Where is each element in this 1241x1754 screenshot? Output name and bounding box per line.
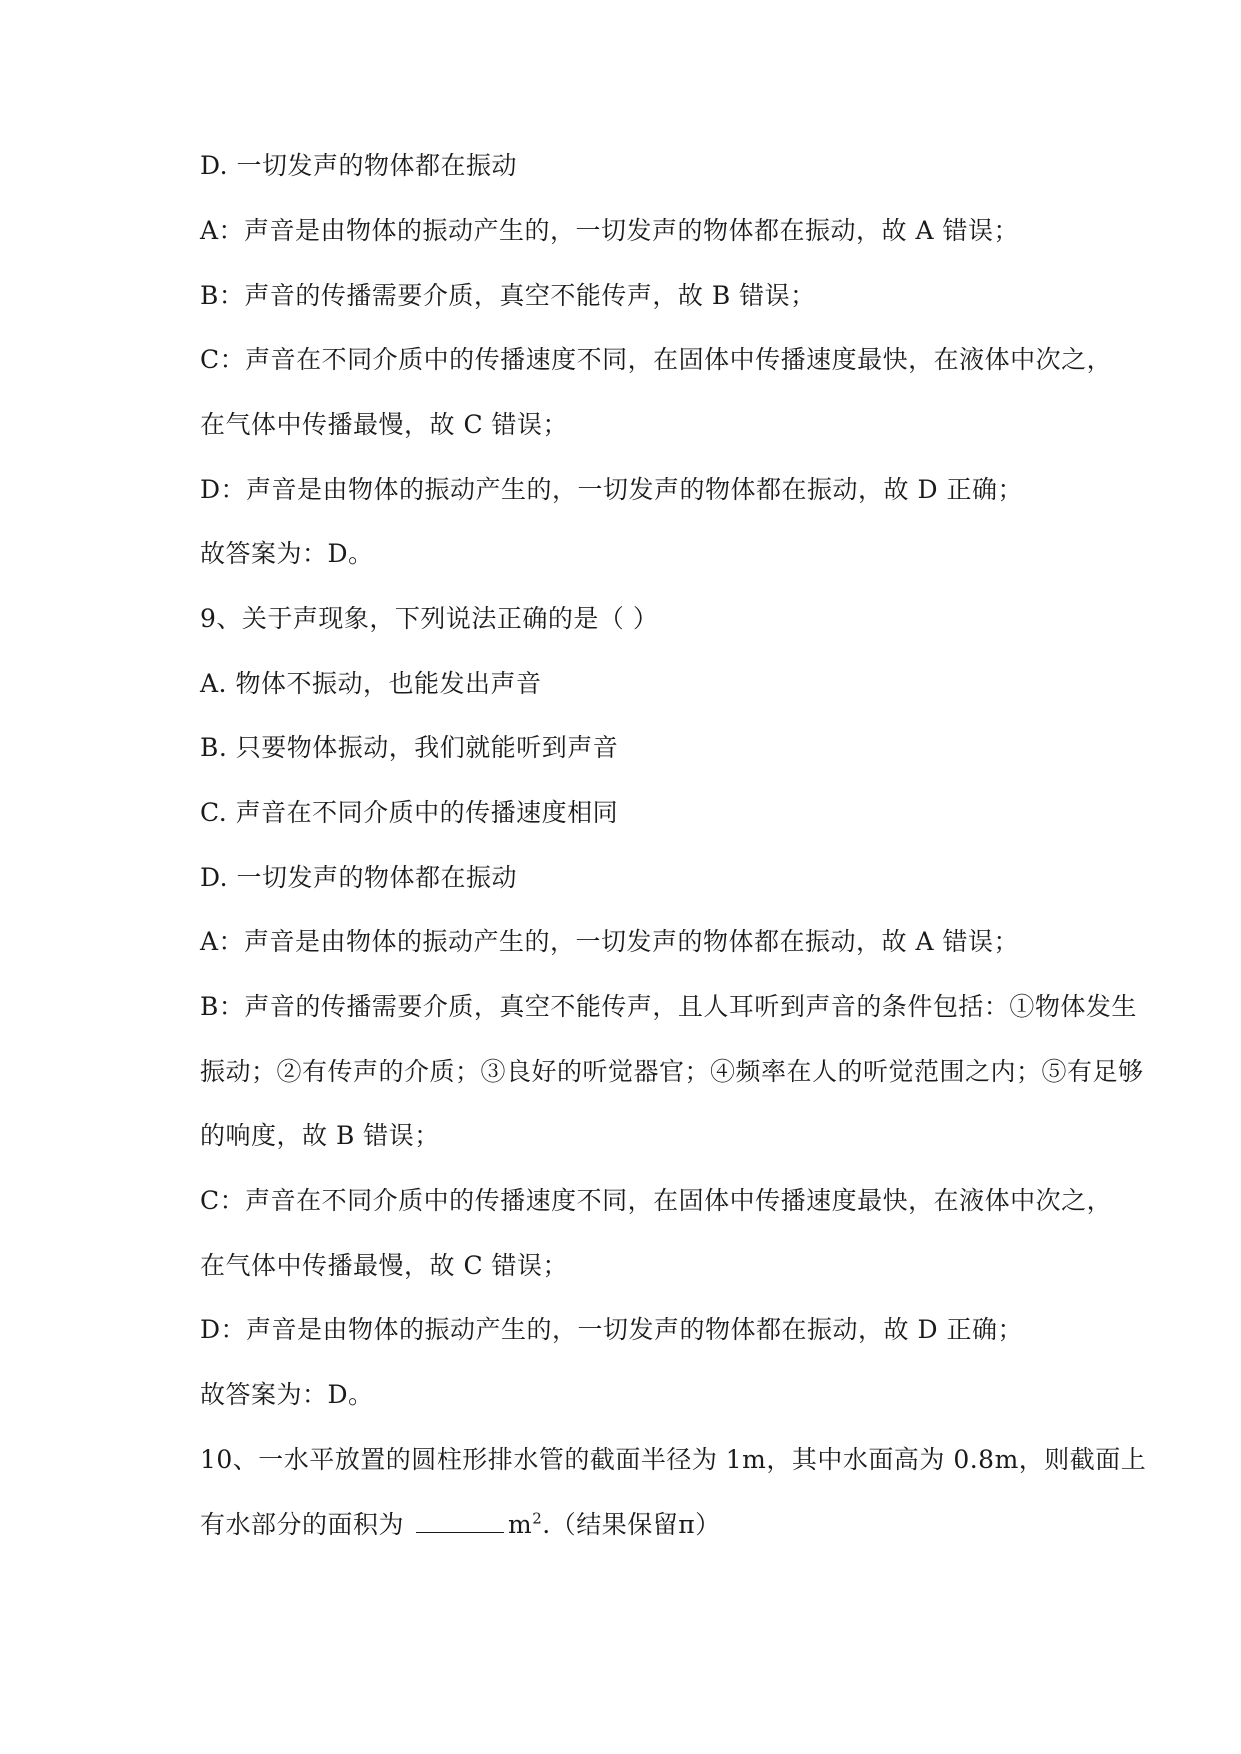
- q9-stem: 9、关于声现象，下列说法正确的是（ ）: [200, 604, 659, 633]
- q9-option-d: D. 一切发声的物体都在振动: [200, 863, 518, 892]
- q9-analysis-a: A：声音是由物体的振动产生的，一切发声的物体都在振动，故 A 错误；: [200, 927, 1020, 956]
- area-unit: m: [508, 1510, 533, 1539]
- area-unit-exponent: 2: [532, 1509, 543, 1528]
- q9-analysis-d: D：声音是由物体的振动产生的，一切发声的物体都在振动，故 D 正确；: [200, 1315, 1023, 1344]
- q9-analysis-c-line1: C：声音在不同介质中的传播速度不同，在固体中传播速度最快，在液体中次之，: [200, 1186, 1113, 1215]
- q9-option-b: B. 只要物体振动，我们就能听到声音: [200, 733, 619, 762]
- q9-analysis-b-line1: B：声音的传播需要介质，真空不能传声，且人耳听到声音的条件包括：①物体发生: [200, 992, 1137, 1021]
- q9-analysis-b-line3: 的响度，故 B 错误；: [200, 1121, 440, 1150]
- q8-analysis-d: D：声音是由物体的振动产生的，一切发声的物体都在振动，故 D 正确；: [200, 475, 1023, 504]
- q8-analysis-b: B：声音的传播需要介质，真空不能传声，故 B 错误；: [200, 281, 816, 310]
- q8-analysis-c-line2: 在气体中传播最慢，故 C 错误；: [200, 410, 569, 439]
- q10-stem-prefix: 有水部分的面积为: [200, 1510, 405, 1539]
- q10-stem-suffix: .（结果保留π）: [542, 1510, 721, 1539]
- q10-stem-line1: 10、一水平放置的圆柱形排水管的截面半径为 1m，其中水面高为 0.8m，则截面上: [200, 1445, 1147, 1474]
- answer-blank[interactable]: [416, 1510, 504, 1533]
- q8-option-d: D. 一切发声的物体都在振动: [200, 151, 518, 180]
- q9-analysis-b-line2: 振动；②有传声的介质；③良好的听觉器官；④频率在人的听觉范围之内；⑤有足够: [200, 1057, 1144, 1086]
- q10-stem-line2: [200, 1509, 721, 1541]
- q9-analysis-c-line2: 在气体中传播最慢，故 C 错误；: [200, 1251, 569, 1280]
- q9-option-c: C. 声音在不同介质中的传播速度相同: [200, 798, 619, 827]
- q8-answer: 故答案为：D。: [200, 539, 374, 568]
- q9-answer: 故答案为：D。: [200, 1380, 374, 1409]
- q9-option-a: A. 物体不振动，也能发出声音: [200, 669, 542, 698]
- q8-analysis-a: A：声音是由物体的振动产生的，一切发声的物体都在振动，故 A 错误；: [200, 216, 1020, 245]
- q8-analysis-c-line1: C：声音在不同介质中的传播速度不同，在固体中传播速度最快，在液体中次之，: [200, 345, 1113, 374]
